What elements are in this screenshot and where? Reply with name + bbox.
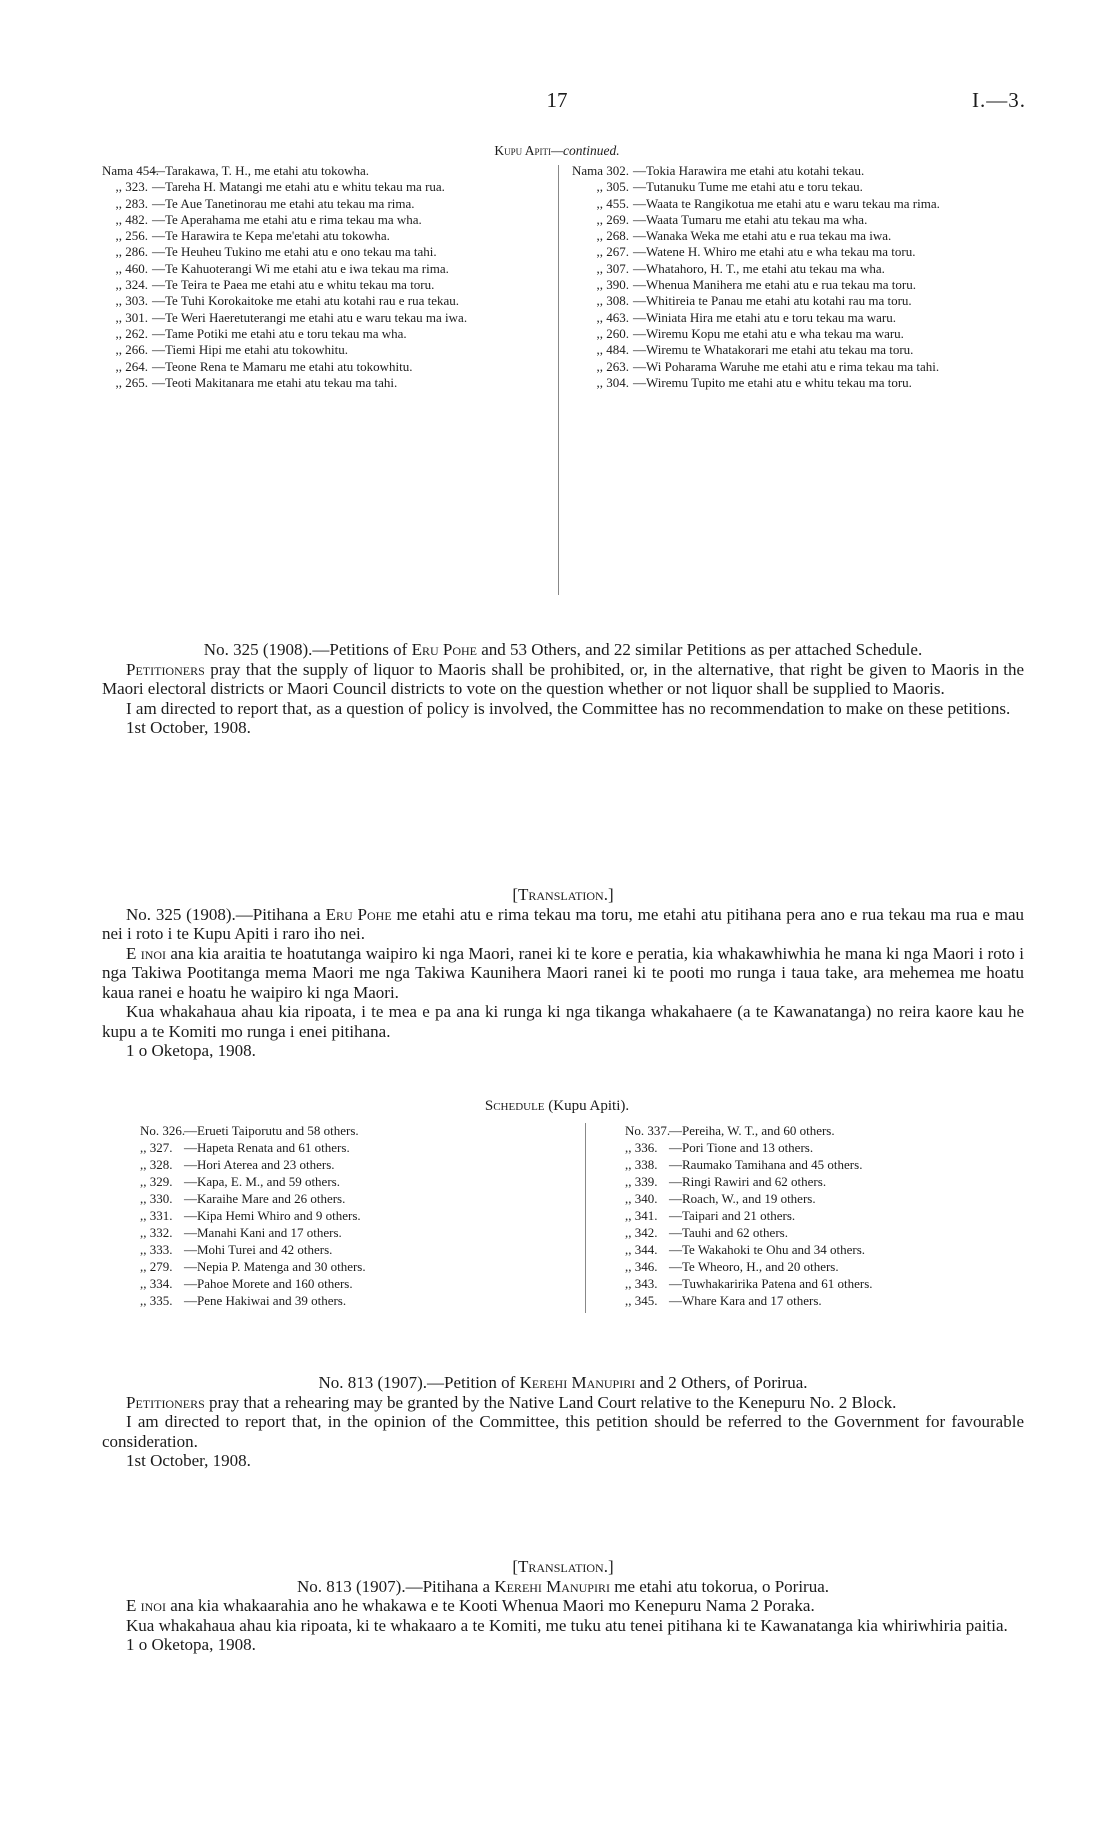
schedule-divider [585,1123,586,1313]
petition-entry [102,326,552,342]
entry-number: ,, 260. [596,325,629,341]
kupu-apiti-left-column [102,163,552,391]
entry-number: ,, 330. [140,1191,173,1206]
petitioner-name: Eru Pohe [411,640,477,659]
entry-text: —Whitireia te Panau me etahi atu kotahi rau ma toru. [633,293,912,309]
entry-number: ,, 263. [596,358,629,374]
entry-text: —Tiemi Hipi me etahi atu tokowhitu. [152,342,348,358]
heading-part: No. 813 (1907).—Pitihana a [296,1576,495,1596]
schedule-entry [140,1190,560,1207]
entry-text: —Tareha H. Matangi me etahi atu e whitu tekau ma rua. [152,179,445,195]
entry-text: —Hori Aterea and 23 others. [184,1157,335,1172]
entry-text: —Waata te Rangikotua me etahi atu e waru tekau ma rima. [633,195,940,211]
petition-325-date: 1st October, 1908. [126,718,251,737]
petition-813-prayer [102,1393,1024,1413]
schedule-entry [625,1190,1045,1207]
entry-text: —Manahi Kani and 17 others. [184,1225,342,1240]
entry-number: ,, 460. [115,260,148,276]
petition-entry [563,326,1013,342]
petition-entry [563,196,1013,212]
entry-text: —Te Aue Tanetinorau me etahi atu tekau ma rima. [152,195,415,211]
petition-entry [563,359,1013,375]
entry-text: —Kapa, E. M., and 59 others. [184,1174,340,1189]
schedule-entry [140,1207,560,1224]
paragraph-text: ana kia araitia te hoatutanga waipiro ki nga Maori, ranei ki te kore e peratia, kia whakawhiwhia he mana ki nga Maori i roto i nga Takiwa Pootitanga mema Maori me nga Takiwa Kaunihera Maori ranei ki te pooti mo runga i taua take, ara mehemea me hoatu kaua ranei e hoatu he waipiro ki nga Maori. [102,943,1024,1002]
schedule-title-rest: (Kupu Apiti). [544,1098,630,1114]
schedule-entry [140,1122,560,1139]
schedule-title [0,1098,1114,1115]
petition-entry [102,179,552,195]
paragraph-text: ana kia whakaarahia ano he whakawa e te Kooti Whenua Maori mo Kenepuru Nama 2 Poraka. [165,1596,815,1615]
entry-number: ,, 268. [596,228,629,244]
translation-325-report: Kua whakahaua ahau kia ripoata, i te mea e pa ana ki runga ki nga tikanga whakahaere (a te Kawanatanga) no reira kaore kau he kupu a te Komiti mo runga i enei pitihana. [102,1002,1024,1041]
heading-part: me etahi atu e rima tekau ma toru, me etahi atu pitihana pera ano e rua tekau ma rua e mau nei i roto i te Kupu Apiti i raro iho nei. [102,904,1025,943]
petitioner-name: Kerehi Manupiri [519,1373,636,1392]
entry-text: —Taipari and 21 others. [669,1208,796,1223]
petition-entry [102,277,552,293]
kupu-apiti-right-column [563,163,1013,391]
schedule-entry [140,1275,560,1292]
entry-text: —Te Harawira te Kepa me'etahi atu tokowha. [152,228,390,244]
entry-number: ,, 339. [625,1174,658,1189]
page-number: 17 [546,88,568,112]
lead-word: Petitioners [126,1392,205,1412]
entry-text: —Wi Poharama Waruhe me etahi atu e rima tekau ma tahi. [633,358,940,374]
kupu-apiti-title-cont: —continued. [551,143,620,158]
entry-number: ,, 390. [596,277,629,293]
entry-number: ,, 327. [140,1140,173,1155]
schedule-entry [625,1139,1045,1156]
petition-325-prayer [102,660,1024,699]
entry-text: —Te Wakahoki te Ohu and 34 others. [669,1242,866,1257]
petition-entry [563,244,1013,260]
heading-part: me etahi atu tokorua, o Porirua. [609,1576,830,1596]
petition-entry [563,179,1013,195]
entry-number: ,, 279. [140,1259,173,1274]
entry-number: ,, 323. [115,179,148,195]
entry-text: —Raumako Tamihana and 45 others. [669,1157,863,1172]
translation-813-prayer [102,1596,1024,1616]
schedule-right-column [625,1122,1045,1309]
entry-text: —Te Wheoro, H., and 20 others. [669,1259,839,1274]
entry-number: ,, 332. [140,1225,173,1240]
schedule-entry [625,1292,1045,1309]
heading-part: and 2 Others, of Porirua. [635,1373,808,1392]
entry-number: ,, 328. [140,1157,173,1172]
petition-entry [563,212,1013,228]
entry-number: ,, 463. [596,309,629,325]
entry-number: ,, 338. [625,1157,658,1172]
entry-number: ,, 482. [115,211,148,227]
entry-text: —Pori Tione and 13 others. [669,1140,814,1155]
schedule-entry [140,1173,560,1190]
petition-325-report: I am directed to report that, as a question of policy is involved, the Committee has no recommendation to make on these petitions. [126,698,1011,718]
entry-text: —Pereiha, W. T., and 60 others. [669,1123,835,1138]
translation-325-date: 1 o Oketopa, 1908. [126,1041,256,1060]
paragraph-text: pray that a rehearing may be granted by the Native Land Court relative to the Kenepuru No. 2 Block. [204,1392,897,1412]
entry-text: —Roach, W., and 19 others. [669,1191,816,1206]
lead-word: Petitioners [126,659,205,679]
entry-text: —Tuwhakaririka Patena and 61 others. [669,1276,873,1291]
entry-number: ,, 305. [596,179,629,195]
entry-number: ,, 303. [115,293,148,309]
schedule-entry [140,1241,560,1258]
petition-entry [102,261,552,277]
kupu-apiti-title-main: Kupu Apiti [494,143,551,158]
entry-number: ,, 283. [115,195,148,211]
schedule-entry [625,1122,1045,1139]
entry-number: ,, 266. [115,342,148,358]
entry-number: ,, 262. [115,325,148,341]
schedule-entry [625,1258,1045,1275]
schedule-entry [140,1156,560,1173]
petition-entry [102,342,552,358]
entry-number: Nama 454. [102,163,160,178]
petition-325-heading [102,640,1024,660]
petition-813-date: 1st October, 1908. [126,1451,251,1470]
entry-text: —Te Tuhi Korokaitoke me etahi atu kotahi rau e rua tekau. [152,293,460,309]
entry-number: ,, 308. [596,293,629,309]
entry-text: —Te Heuheu Tukino me etahi atu e ono tekau ma tahi. [152,244,437,260]
entry-text: —Tutanuku Tume me etahi atu e toru tekau. [633,179,863,195]
schedule-left-column [140,1122,560,1309]
heading-part: No. 325 (1908).—Petitions of [203,640,412,659]
entry-text: —Te Teira te Paea me etahi atu e whitu tekau ma toru. [152,277,435,293]
entry-text: —Whatahoro, H. T., me etahi atu tekau ma wha. [633,260,885,276]
entry-text: —Whenua Manihera me etahi atu e rua tekau ma toru. [633,277,916,293]
schedule-entry [625,1156,1045,1173]
translation-813-section [102,1557,1024,1655]
translation-325-heading [102,905,1024,944]
heading-part: No. 813 (1907).—Petition of [318,1373,520,1392]
entry-text: —Wiremu te Whatakorari me etahi atu tekau ma toru. [633,342,914,358]
entry-number: ,, 335. [140,1293,173,1308]
entry-text: —Te Weri Haeretuterangi me etahi atu e waru tekau ma iwa. [152,309,468,325]
entry-text: —Wiremu Kopu me etahi atu e wha tekau ma waru. [633,325,904,341]
entry-text: —Waata Tumaru me etahi atu tekau ma wha. [633,211,868,227]
schedule-entry [625,1173,1045,1190]
entry-text: —Mohi Turei and 42 others. [184,1242,333,1257]
translation-813-report: Kua whakahaua ahau kia ripoata, ki te whakaaro a te Komiti, me tuku atu tenei pitihana ki te Kawanatanga kia whiriwhiria paitia. [126,1615,1008,1635]
entry-number: ,, 340. [625,1191,658,1206]
entry-text: —Te Aperahama me etahi atu e rima tekau ma wha. [152,211,422,227]
petition-entry [102,228,552,244]
entry-text: —Erueti Taiporutu and 58 others. [184,1123,359,1138]
entry-text: —Teoti Makitanara me etahi atu tekau ma tahi. [152,374,398,390]
heading-part: and 53 Others, and 22 similar Petitions as per attached Schedule. [477,640,923,659]
entry-number: ,, 329. [140,1174,173,1189]
paragraph-text: pray that the supply of liquor to Maoris shall be prohibited, or, in the alternative, that right be given to Maoris in the Maori electoral districts or Maori Council districts to vote on the question whether or not liquor shall be supplied to Maoris. [102,659,1024,698]
entry-text: —Ringi Rawiri and 62 others. [669,1174,827,1189]
lead-word: E inoi [126,1596,166,1615]
petitioner-name: Eru Pohe [325,904,392,924]
schedule-entry [625,1207,1045,1224]
entry-text: —Tauhi and 62 others. [669,1225,788,1240]
entry-number: ,, 342. [625,1225,658,1240]
paper-reference: I.—3. [972,88,1026,112]
entry-number: No. 326. [140,1123,186,1138]
petition-813-heading [102,1373,1024,1393]
translation-325-label: [Translation.] [512,885,614,904]
entry-text: —Tame Potiki me etahi atu e toru tekau ma wha. [152,325,407,341]
entry-number: ,, 307. [596,260,629,276]
translation-813-heading [102,1577,1024,1597]
schedule-entry [625,1241,1045,1258]
entry-number: ,, 343. [625,1276,658,1291]
petition-entry [102,359,552,375]
petition-entry [102,196,552,212]
entry-text: —Kipa Hemi Whiro and 9 others. [184,1208,361,1223]
entry-number: ,, 344. [625,1242,658,1257]
entry-number: ,, 345. [625,1293,658,1308]
kupu-apiti-title [0,143,1114,159]
entry-text: —Wanaka Weka me etahi atu e rua tekau ma iwa. [633,228,892,244]
entry-text: —Pene Hakiwai and 39 others. [184,1293,347,1308]
schedule-entry [625,1275,1045,1292]
petition-entry [102,244,552,260]
entry-text: —Tokia Harawira me etahi atu kotahi tekau. [633,163,865,178]
entry-text: —Teone Rena te Mamaru me etahi atu tokowhitu. [152,358,413,374]
entry-number: ,, 331. [140,1208,173,1223]
petition-entry [102,375,552,391]
petition-entry [563,293,1013,309]
entry-number: ,, 324. [115,277,148,293]
entry-number: No. 337. [625,1123,671,1138]
entry-number: ,, 267. [596,244,629,260]
entry-text: —Nepia P. Matenga and 30 others. [184,1259,366,1274]
entry-number: ,, 484. [596,342,629,358]
entry-number: ,, 286. [115,244,148,260]
petition-entry [563,163,1013,179]
entry-text: —Pahoe Morete and 160 others. [184,1276,353,1291]
schedule-entry [140,1224,560,1241]
petitioner-name: Kerehi Manupiri [494,1576,610,1596]
petition-entry [563,310,1013,326]
entry-text: —Karaihe Mare and 26 others. [184,1191,346,1206]
schedule-entry [140,1292,560,1309]
entry-number: ,, 256. [115,228,148,244]
petition-entry [563,342,1013,358]
entry-number: ,, 341. [625,1208,658,1223]
column-divider [558,165,559,595]
petition-entry [102,310,552,326]
entry-number: ,, 455. [596,195,629,211]
schedule-entry [625,1224,1045,1241]
entry-text: —Wiremu Tupito me etahi atu e whitu tekau ma toru. [633,374,912,390]
schedule-title-main: Schedule [484,1098,545,1114]
schedule-entry [140,1139,560,1156]
heading-part: No. 325 (1908).—Pitihana a [126,904,326,924]
translation-325-prayer [102,944,1024,1003]
petition-entry [102,163,552,179]
petition-entry [102,293,552,309]
entry-text: —Whare Kara and 17 others. [669,1293,822,1308]
entry-number: ,, 269. [596,211,629,227]
entry-number: ,, 264. [115,358,148,374]
petition-813-report: I am directed to report that, in the opinion of the Committee, this petition should be referred to the Government for favourable consideration. [102,1412,1024,1451]
translation-813-date: 1 o Oketopa, 1908. [126,1635,256,1654]
entry-text: —Te Kahuoterangi Wi me etahi atu e iwa tekau ma rima. [152,260,449,276]
petition-325-section [102,640,1024,738]
petition-entry [563,261,1013,277]
entry-number: Nama 302. [571,163,629,178]
petition-813-section [102,1373,1024,1471]
petition-entry [563,375,1013,391]
lead-word: E inoi [126,943,167,963]
entry-text: —Hapeta Renata and 61 others. [184,1140,350,1155]
entry-number: ,, 334. [140,1276,173,1291]
translation-325-section [102,885,1024,1061]
entry-number: ,, 265. [115,374,148,390]
entry-number: ,, 304. [596,374,629,390]
entry-number: ,, 336. [625,1140,658,1155]
entry-text: —Tarakawa, T. H., me etahi atu tokowha. [152,163,370,178]
entry-number: ,, 346. [625,1259,658,1274]
entry-number: ,, 301. [115,309,148,325]
entry-text: —Winiata Hira me etahi atu e toru tekau ma waru. [633,309,896,325]
petition-entry [563,228,1013,244]
entry-text: —Watene H. Whiro me etahi atu e wha tekau ma toru. [633,244,916,260]
petition-entry [563,277,1013,293]
petition-entry [102,212,552,228]
translation-813-label: [Translation.] [512,1557,614,1576]
schedule-entry [140,1258,560,1275]
entry-number: ,, 333. [140,1242,173,1257]
